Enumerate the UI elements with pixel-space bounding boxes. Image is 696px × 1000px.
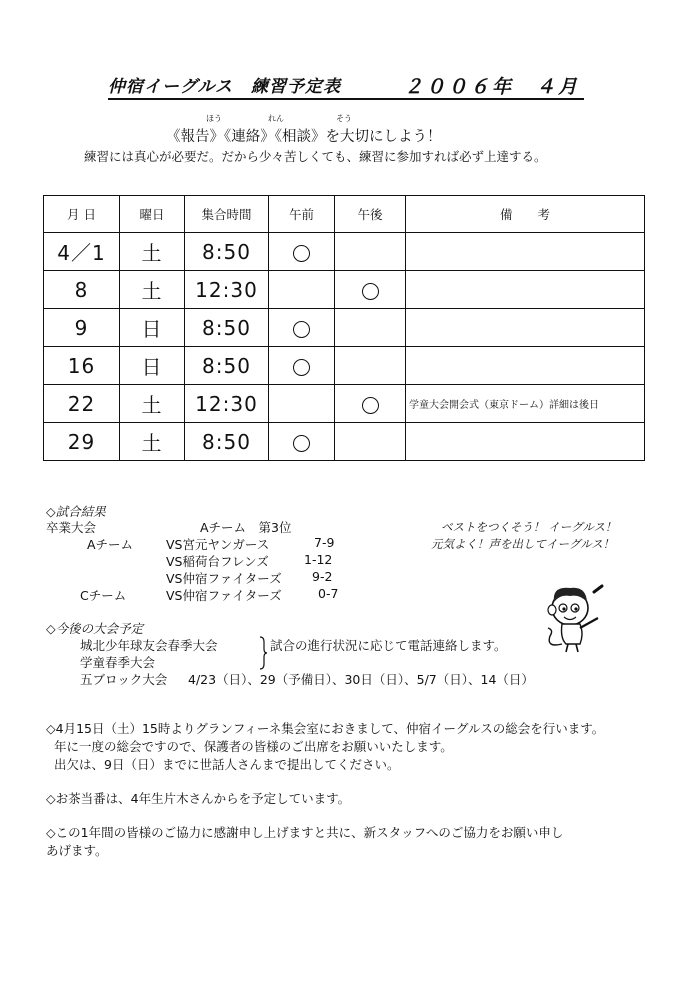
- game-opponent: VS仲宿ファイターズ: [166, 571, 282, 586]
- schedule-table: [43, 195, 645, 461]
- game-score: 7-9: [314, 535, 335, 550]
- date-cell: 4／1: [44, 233, 120, 271]
- table-row: [44, 233, 645, 271]
- pm-cell: [335, 423, 406, 461]
- date-cell: 9: [44, 309, 120, 347]
- a-team-label: Aチーム: [87, 537, 134, 552]
- day-cell: 土: [120, 233, 185, 271]
- game-score: 1-12: [304, 552, 333, 567]
- attendance-circle-icon: [362, 283, 379, 300]
- game-opponent: VS仲宿ファイターズ: [166, 588, 282, 603]
- ruby-sou: そう: [336, 114, 352, 123]
- slogan-1: ベストをつくそう！ イーグルス！: [441, 520, 617, 534]
- attendance-circle-icon: [293, 435, 310, 452]
- header-date: 月 日: [44, 196, 120, 233]
- pm-cell: [335, 233, 406, 271]
- brace-icon: [258, 636, 268, 670]
- notice-meeting: ◇4月15日（土）15時よりグランフィーネ集会室におきまして、仲宿イーグルスの総会を行います。: [46, 721, 605, 736]
- date-cell: 29: [44, 423, 120, 461]
- event-2: 学童春季大会: [80, 655, 156, 670]
- time-cell: 8:50: [185, 347, 269, 385]
- am-cell: [269, 309, 335, 347]
- table-row: [44, 423, 645, 461]
- upcoming-heading: ◇今後の大会予定: [46, 621, 144, 636]
- header-notes: 備 考: [406, 196, 645, 233]
- notice-thanks: ◇この1年間の皆様のご協力に感謝申し上げますと共に、新スタッフへのご協力をお願い申し: [46, 825, 564, 840]
- attendance-circle-icon: [293, 245, 310, 262]
- a-team-rank: Aチーム 第3位: [200, 520, 292, 535]
- slogan-2: 元気よく！声を出してイーグルス！: [431, 537, 615, 551]
- table-row: [44, 385, 645, 423]
- ruby-ren: れん: [268, 114, 284, 123]
- pm-cell: [335, 385, 406, 423]
- am-cell: [269, 233, 335, 271]
- event-1: 城北少年球友会春季大会: [80, 638, 218, 653]
- game-opponent: VS稲荷台フレンズ: [166, 554, 269, 569]
- notice-meeting-line3: 出欠は、9日（日）までに世話人さんまで提出してください。: [54, 757, 400, 772]
- note-cell: [406, 233, 645, 271]
- day-cell: 日: [120, 347, 185, 385]
- note-cell: 学童大会開会式（東京ドーム）詳細は後日: [406, 385, 645, 423]
- notice-thanks-line2: あげます。: [46, 843, 108, 858]
- table-row: [44, 309, 645, 347]
- pm-cell: [335, 271, 406, 309]
- am-cell: [269, 347, 335, 385]
- header-am: 午前: [269, 196, 335, 233]
- title-month: ２００６年 ４月: [403, 76, 580, 98]
- date-cell: 22: [44, 385, 120, 423]
- notice-tea-duty: ◇お茶当番は、4年生片木さんからを予定しています。: [46, 791, 351, 806]
- event-3-dates: 4/23（日）、29（予備日）、30日（日）、5/7（日）、14（日）: [188, 672, 534, 687]
- pm-cell: [335, 347, 406, 385]
- ruby-hou: ほう: [206, 114, 222, 123]
- am-cell: [269, 385, 335, 423]
- note-cell: [406, 347, 645, 385]
- title-team: 仲宿イーグルス 練習予定表: [108, 77, 341, 97]
- time-cell: 8:50: [185, 309, 269, 347]
- day-cell: 日: [120, 309, 185, 347]
- note-cell: [406, 271, 645, 309]
- date-cell: 8: [44, 271, 120, 309]
- game-score: 0-7: [318, 586, 339, 601]
- notice-meeting-line2: 年に一度の総会ですので、保護者の皆様のご出席をお願いいたします。: [54, 739, 453, 754]
- attendance-circle-icon: [293, 321, 310, 338]
- mascot-illustration: [540, 578, 610, 656]
- attendance-circle-icon: [293, 359, 310, 376]
- am-cell: [269, 423, 335, 461]
- subtitle: 練習には真心が必要だ。だから少々苦しくても、練習に参加すれば必ず上達する。: [84, 149, 547, 164]
- table-header-row: [44, 196, 645, 233]
- day-cell: 土: [120, 423, 185, 461]
- results-heading: ◇試合結果: [46, 504, 106, 519]
- note-cell: [406, 423, 645, 461]
- note-cell: [406, 309, 645, 347]
- page-title: [108, 72, 584, 100]
- attendance-circle-icon: [362, 397, 379, 414]
- game-opponent: VS宮元ヤンガース: [166, 537, 270, 552]
- table-row: [44, 347, 645, 385]
- time-cell: 12:30: [185, 385, 269, 423]
- pm-cell: [335, 309, 406, 347]
- table-row: [44, 271, 645, 309]
- motto: 《報告》《連絡》《相談》を大切にしよう！: [166, 129, 442, 145]
- day-cell: 土: [120, 385, 185, 423]
- event-3: 五ブロック大会: [80, 672, 168, 687]
- game-score: 9-2: [312, 569, 333, 584]
- header-pm: 午後: [335, 196, 406, 233]
- c-team-label: Cチーム: [80, 588, 127, 603]
- day-cell: 土: [120, 271, 185, 309]
- time-cell: 8:50: [185, 233, 269, 271]
- date-cell: 16: [44, 347, 120, 385]
- am-cell: [269, 271, 335, 309]
- header-day: 曜日: [120, 196, 185, 233]
- time-cell: 8:50: [185, 423, 269, 461]
- tournament-name: 卒業大会: [46, 520, 97, 535]
- header-time: 集合時間: [185, 196, 269, 233]
- event-contact-note: 試合の進行状況に応じて電話連絡します。: [270, 638, 507, 653]
- time-cell: 12:30: [185, 271, 269, 309]
